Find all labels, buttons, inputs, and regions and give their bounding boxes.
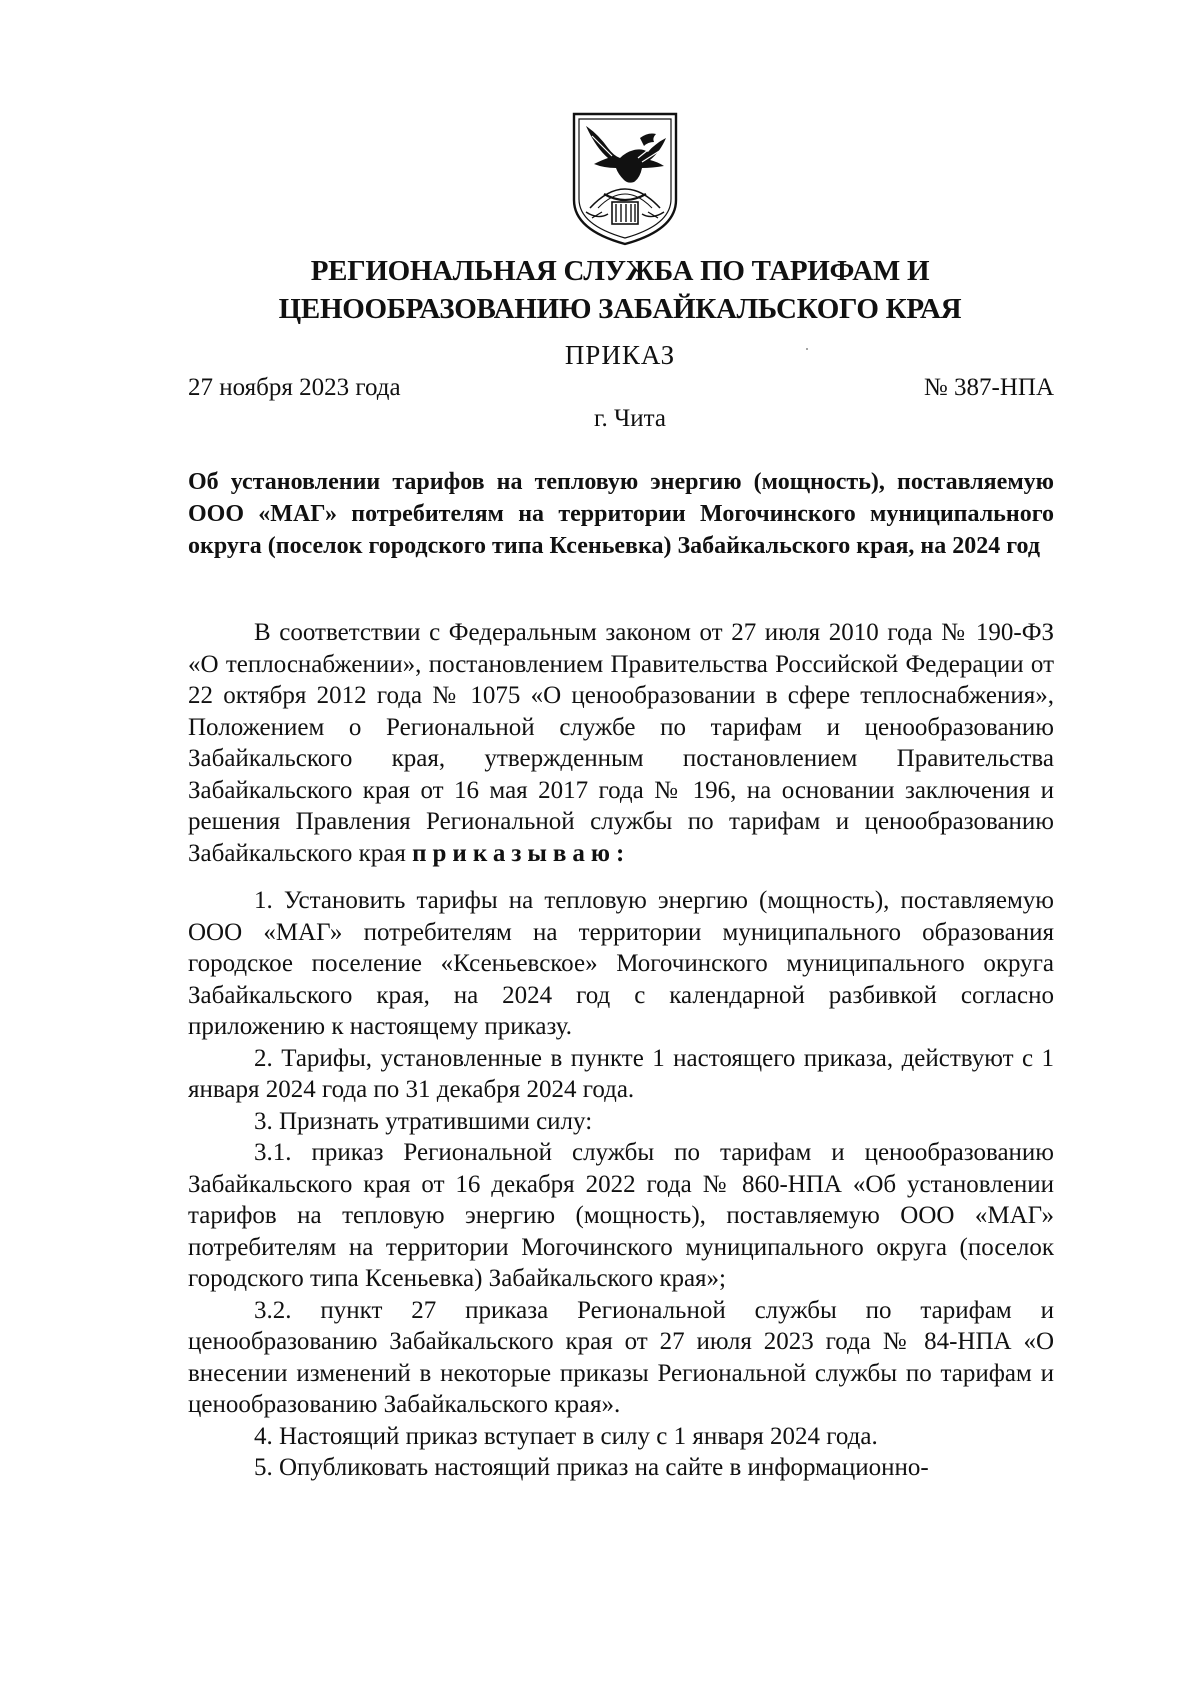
- order-item: 1. Установить тарифы на тепловую энергию (мощность), поставляемую ООО «МАГ» потребителям на территории муниципального образования городское поселение «Ксеньевское» Могочинского муниципального округа Забайкальского края, на 2024 год с календарной разбивкой согласно приложению к настоящему приказу.: [188, 887, 1054, 1040]
- order-item: 3.1. приказ Региональной службы по тарифам и ценообразованию Забайкальского края от 16 декабря 2022 года № 860-НПА «Об установлении тарифов на тепловую энергию (мощность), поставляемую ООО «МАГ» потребителям на территории Могочинского муниципального округа (поселок городского типа Ксеньевка) Забайкальского края»;: [188, 1139, 1054, 1292]
- document-number: № 387-НПА: [923, 374, 1054, 401]
- order-item: 3.2. пункт 27 приказа Региональной службы по тарифам и ценообразованию Забайкальского края от 27 июля 2023 года № 84-НПА «О внесении изменений в некоторые приказы Региональной службы по тарифам и ценообразованию Забайкальского края».: [188, 1296, 1054, 1418]
- scan-speck: [806, 348, 808, 350]
- organization-title-line-1: РЕГИОНАЛЬНАЯ СЛУЖБА ПО ТАРИФАМ И: [310, 255, 930, 287]
- document-type: ПРИКАЗ: [564, 340, 676, 370]
- document-city: г. Чита: [594, 405, 666, 432]
- document-subject: Об установлении тарифов на тепловую энергию (мощность), поставляемую ООО «МАГ» потребителям на территории Могочинского муниципального округа (поселок городского типа Ксеньевка) Забайкальского края, на 2024 год: [188, 469, 1054, 559]
- order-item: 3. Признать утратившими силу:: [254, 1107, 593, 1135]
- order-item: 5. Опубликовать настоящий приказ на сайте в информационно-: [254, 1454, 929, 1481]
- order-item: 4. Настоящий приказ вступает в силу с 1 января 2024 года.: [254, 1422, 878, 1450]
- command-word: приказываю:: [412, 839, 631, 867]
- preamble-paragraph: [188, 617, 1054, 869]
- preamble-text: В соответствии с Федеральным законом от 27 июля 2010 года № 190-ФЗ «О теплоснабжении», постановлением Правительства Российской Федерации от 22 октября 2012 года № 1075 «О ценообразовании в сфере теплоснабжения», Положением о Региональной службе по тарифам и ценообразованию Забайкальского края, утвержденным постановлением Правительства Забайкальского края от 16 мая 2017 года № 196, на основании заключения и решения Правления Региональной службы по тарифам и ценообразованию Забайкальского края: [188, 619, 1054, 867]
- order-items: [188, 885, 1054, 1484]
- organization-title-line-2: ЦЕНООБРАЗОВАНИЮ ЗАБАЙКАЛЬСКОГО КРАЯ: [278, 293, 962, 325]
- document-date: 27 ноября 2023 года: [188, 374, 401, 401]
- coat-of-arms-icon: [568, 108, 682, 248]
- preamble: [188, 617, 1054, 869]
- order-item: 2. Тарифы, установленные в пункте 1 настоящего приказа, действуют с 1 января 2024 года по 31 декабря 2024 года.: [188, 1044, 1054, 1103]
